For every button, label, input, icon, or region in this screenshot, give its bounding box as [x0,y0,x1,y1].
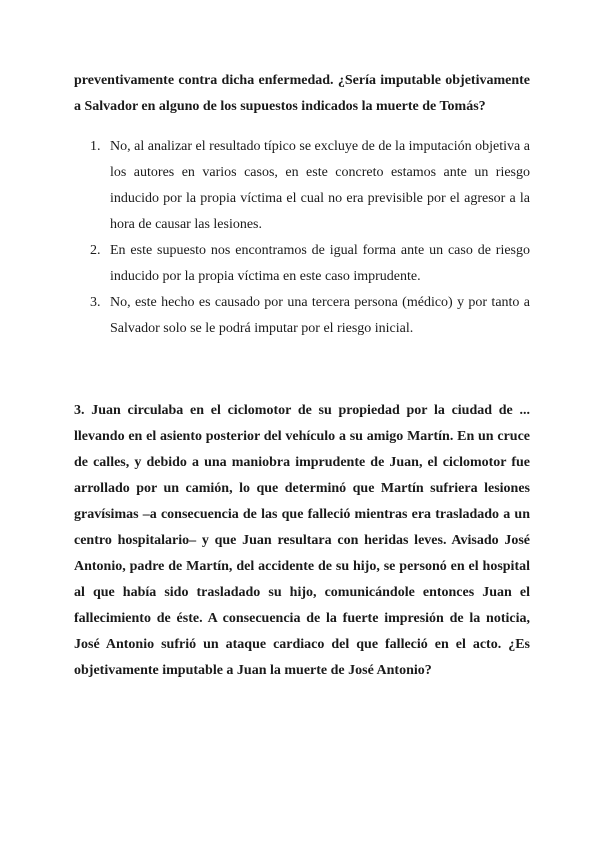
answer-text: No, este hecho es causado por una tercera persona (médico) y por tanto a Salvador solo se le podrá imputar por el riesgo inicial. [110,295,530,336]
answer-item-3 [74,290,530,342]
answer-number: 2. [90,243,101,258]
answer-item-1 [74,134,530,238]
answer-text: No, al analizar el resultado típico se excluye de de la imputación objetiva a los autores en varios casos, en este concreto estamos ante un riesgo inducido por la propia víctima el cual no era previsible por el agresor a la hora de causar las lesiones. [110,139,530,232]
question-3-paragraph: 3. Juan circulaba en el ciclomotor de su propiedad por la ciudad de ... llevando en el asiento posterior del vehículo a su amigo Martín. En un cruce de calles, y debido a una maniobra imprudente de Juan, el ciclomotor fue arrollado por un camión, lo que determinó que Martín sufriera lesiones gravísimas –a consecuencia de las que falleció mientras era trasladado a un centro hospitalario– y que Juan resultara con heridas leves. Avisado José Antonio, padre de Martín, del accidente de su hijo, se personó en el hospital al que había sido trasladado su hijo, comunicándole entonces Juan el fallecimiento de éste. A consecuencia de la fuerte impresión de la noticia, José Antonio sufrió un ataque cardiaco del que falleció en el acto. ¿Es objetivamente imputable a Juan la muerte de José Antonio? [74,403,530,678]
answer-item-2 [74,238,530,290]
answer-number: 3. [90,295,101,310]
answer-number: 1. [90,139,101,154]
question-2-continuation: preventivamente contra dicha enfermedad. ¿Sería imputable objetivamente a Salvador en alguno de los supuestos indicados la muerte de Tomás? [74,73,530,114]
answers-list [74,134,530,342]
answer-text: En este supuesto nos encontramos de igual forma ante un caso de riesgo inducido por la propia víctima en este caso imprudente. [110,243,530,284]
